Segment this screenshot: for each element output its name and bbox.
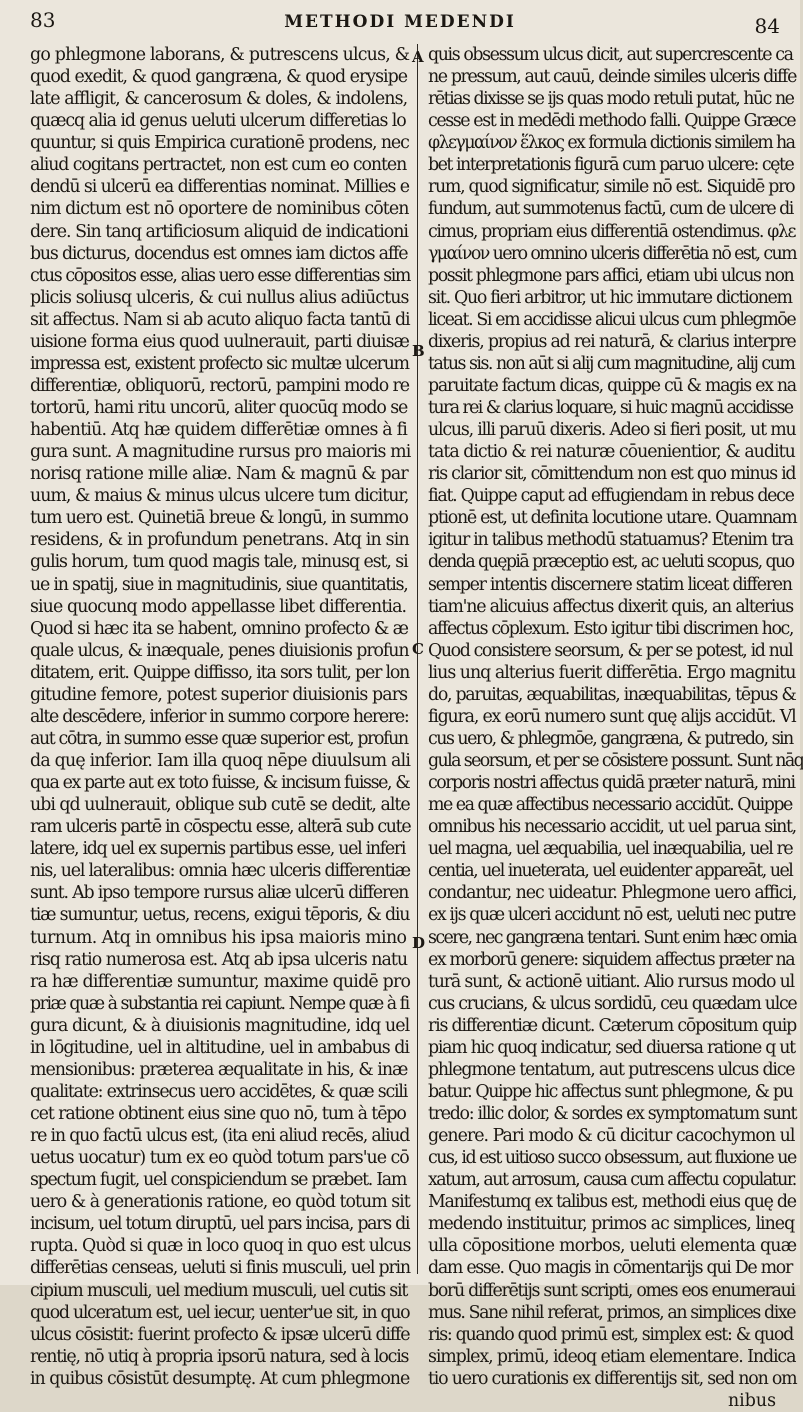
text-line: aliud cogitans pertractet, non est cum eo conten	[30, 155, 407, 176]
text-line: tiam'ne alicuius affectus dixerit quis, an alterius	[428, 596, 793, 617]
text-line: me ea quæ affectibus necessario accidūt. Quippe	[428, 795, 792, 816]
text-line: cesse est in medēdi methodo falli. Quippe Græce	[428, 111, 796, 132]
text-line: γμαίνον uero omnino ulceris differētia nō est, cum	[428, 243, 797, 264]
text-line: do, paruitas, æquabilitas, inæquabilitas, tēpus &	[428, 684, 796, 705]
text-line: tredo: illic dolor, & sordes ex symptomatum sunt	[428, 1104, 797, 1124]
text-line: ra hæ differentiæ sumuntur, maxime quidē pro	[30, 971, 411, 992]
text-line: qua ex parte aut ex toto fuisse, & incisum fuisse, &	[30, 773, 410, 794]
text-line: dere. Sin tanq artificiosum aliquid de indicationi	[30, 221, 408, 242]
text-line: nibus	[727, 1390, 776, 1411]
text-line: in quibus cōsistūt desumptę. At cum phlegmone	[30, 1368, 410, 1389]
text-line: latere, idq uel ex supernis partibus esse, uel inferi	[30, 839, 406, 860]
text-line: fundum, aut summotenus factū, cum de ulcere di	[428, 199, 793, 220]
text-line: quod ulceratum est, uel iecur, uenter'ue sit, in quo	[30, 1302, 410, 1323]
text-line: ubi qd uulnerauit, oblique sub cutē se dedit, alte	[30, 795, 410, 816]
text-line: gula seorsum, et per se cōsistere possunt. Sunt nāq	[428, 751, 803, 771]
text-line: omnibus his necessario accidit, ut uel parua sint,	[428, 817, 796, 838]
text-line: cipium musculi, uel medium musculi, uel cutis sit	[30, 1280, 408, 1301]
text-line: tatus sis. non aūt si alij cum magnitudine, alij cum	[428, 353, 795, 374]
text-line: re in quo factū ulcus est, (ita eni aliud recēs, aliud	[30, 1126, 410, 1147]
page-header	[0, 8, 800, 42]
text-line: medendo instituitur, primos ac simplices, lineq	[428, 1214, 795, 1235]
text-line: dixeris, propius ad rei naturā, & clarius interpre	[428, 331, 796, 352]
text-line: gura dicunt, & à diuisionis magnitudine, idq uel	[30, 1015, 410, 1036]
text-line: uisione forma eius quod uulnerauit, parti diuisæ	[30, 331, 409, 352]
text-line: φλεγμαίνον ἕλκος ex formula dictionis similem ha	[428, 133, 795, 154]
text-line: uetus uocatur) tum ex eo quòd totum pars'ue cō	[30, 1148, 409, 1169]
left-text-column	[30, 44, 411, 1389]
text-line: cus, id est uitioso succo obsessum, aut fluxione ue	[428, 1148, 796, 1169]
text-line: fiat. Quippe caput ad effugiendam in rebus dece	[428, 486, 794, 507]
text-line: xatum, aut arrosum, causa cum affectu copulatur.	[428, 1170, 796, 1191]
text-line: aut cōtra, in summo esse quæ superior est, profun	[30, 728, 408, 749]
text-line: ris differentiæ dicunt. Cæterum cōpositum quip	[428, 1015, 797, 1036]
text-line: batur. Quippe hic affectus sunt phlegmone, & pu	[428, 1081, 793, 1102]
text-line: piam hic quoq indicatur, sed diuersa ratione q ut	[428, 1037, 795, 1058]
text-line: ris: quando quod primū est, simplex est: & quod	[428, 1324, 793, 1345]
text-line: priæ quæ à substantia rei capiunt. Nempe quæ à fi	[30, 993, 409, 1014]
text-line: rupta. Quòd si quæ in loco quoq in quo est ulcus	[30, 1236, 411, 1257]
text-line: igitur in talibus methodū statuamus? Etenim tra	[428, 530, 793, 551]
text-line: mensionibus: præterea æqualitate in his, & inæ	[30, 1059, 408, 1080]
text-line: ne pressum, aut cauū, deinde similes ulceris diffe	[428, 67, 796, 88]
text-line: affectus cōplexum. Esto igitur tibi discrimen hoc,	[428, 618, 794, 639]
text-line: quale ulcus, & inæquale, penes diuisionis profun	[30, 640, 409, 661]
text-line: habentiū. Atq hæ quidem differētiæ omnes à fi	[30, 420, 408, 441]
text-line: bet interpretationis figurā cum paruo ulcere: cęte	[428, 155, 794, 176]
text-line: genere. Pari modo & cū dicitur cacochymon ul	[428, 1126, 795, 1147]
margin-letter-c: C	[412, 640, 424, 658]
text-line: sit. Quo fieri arbitror, ut hic immutare dictionem	[428, 287, 792, 308]
text-line: differentiæ, obliquorū, rectorū, pampini modo re	[30, 375, 409, 396]
text-line: centia, uel inueterata, uel euidenter appareāt, uel	[428, 861, 793, 882]
text-line: go phlegmone laborans, & putrescens ulcus, &	[30, 45, 410, 65]
text-line: qualitate: extrinsecus uero accidētes, & quæ scili	[30, 1081, 408, 1102]
text-line: tiæ sumuntur, uetus, recens, exigui tēporis, & diu	[30, 905, 410, 926]
text-line: da quę inferior. Iam illa quoq nēpe diuulsum ali	[30, 751, 411, 771]
text-line: Quod consistere seorsum, & per se potest, id nul	[428, 640, 793, 661]
text-line: mus. Sane nihil referat, primos, an simplices dixe	[428, 1302, 796, 1323]
text-line: cimus, propriam eius differentiā ostendimus. φλε	[428, 221, 796, 242]
column-gutter	[408, 44, 428, 1274]
text-line: quæcq alia id genus ueluti ulcerum differetias lo	[30, 111, 406, 132]
text-line: tura rei & clarius loquare, si huic magnū accidisse	[428, 398, 793, 418]
text-line: ptionē est, ut definita locutione utare. Quamnam	[428, 508, 797, 529]
text-line: turnum. Atq in omnibus his ipsa maioris mino	[30, 927, 407, 948]
text-line: uum, & maius & minus ulcus ulcere tum dicitur,	[30, 486, 409, 507]
text-line: ram ulceris partē in cōspectu esse, alterā sub cute	[30, 817, 411, 838]
text-line: ue in spatij, siue in magnitudinis, siue quantitatis,	[30, 574, 408, 595]
text-line: tortorū, hami ritu uncorū, aliter quocūq modo se	[30, 398, 408, 418]
text-line: lius unq alterius fuerit differētia. Ergo magnitu	[428, 662, 796, 683]
text-line: cet ratione obtinent eius sine quo nō, tum à tēpo	[30, 1104, 406, 1124]
running-title: METHODI MEDENDI	[284, 12, 516, 32]
right-text-column	[428, 44, 803, 1411]
text-line: residens, & in profundum penetrans. Atq in sin	[30, 530, 409, 551]
right-page-number: 84	[754, 14, 780, 38]
margin-letter-d: D	[412, 934, 426, 952]
text-line: possit phlegmone pars affici, etiam ubi ulcus non	[428, 265, 794, 286]
text-line: incisum, uel totum diruptū, uel pars incisa, pars di	[30, 1214, 410, 1235]
text-line: Quod si hæc ita se habent, omnino profecto & æ	[30, 618, 408, 639]
left-page-number: 83	[30, 8, 56, 32]
text-line: bus dicturus, docendus est omnes iam dictos affe	[30, 243, 408, 264]
text-line: turā sunt, & actionē uitiant. Alio rursus modo ul	[428, 971, 794, 992]
text-line: corporis nostri affectus quidā præter naturā, mini	[428, 773, 795, 794]
text-line: scere, nec gangræna tentari. Sunt enim hæc omia	[428, 927, 797, 948]
text-line: ditatem, erit. Quippe diffisso, ita sors tulit, per lon	[30, 662, 410, 683]
text-line: denda quępiā præceptio est, ac ueluti scopus, quo	[428, 552, 794, 573]
text-line: ex morborū genere: siquidem affectus præter na	[428, 949, 795, 970]
text-line: dam esse. Quo magis in cōmentarijs qui De mor	[428, 1258, 792, 1279]
text-line: late affligit, & cancerosum & doles, & indolens,	[30, 89, 408, 110]
text-line: nis, uel lateralibus: omnia hæc ulceris differentiæ	[30, 861, 410, 882]
text-line: rum, quod significatur, simile nō est. Siquidē pro	[428, 177, 795, 198]
text-line: quod exedit, & quod gangræna, & quod erysipe	[30, 67, 407, 88]
margin-letter-a: A	[412, 48, 424, 66]
text-line: impressa est, existent profecto sic multæ ulcerum	[30, 353, 409, 374]
text-line: differētias censeas, ueluti si finis musculi, uel prin	[30, 1258, 410, 1279]
text-line: nim dictum est nō oportere de nominibus cōten	[30, 199, 409, 220]
text-line: spectum fugit, uel conspiciendum se præbet. Iam	[30, 1170, 407, 1191]
text-line: condantur, nec uideatur. Phlegmone uero affici,	[428, 883, 797, 904]
text-line: sit affectus. Nam si ab acuto aliquo facta tantū di	[30, 309, 410, 330]
text-line: ulla cōpositione morbos, ueluti elementa quæ	[428, 1236, 797, 1257]
text-line: rētias dixisse se ijs quas modo retuli putat, hūc ne	[428, 89, 794, 110]
text-line: siue quocunq modo appellasse libet differentia.	[30, 596, 407, 617]
text-line: sunt. Ab ipso tempore rursus aliæ ulcerū differen	[30, 883, 409, 904]
text-line: alte descēdere, inferior in summo corpore herere:	[30, 706, 409, 727]
text-line: figura, ex eorū numero sunt quę alijs accidūt. Vl	[428, 706, 796, 727]
text-line: dendū si ulcerū ea differentias nominat. Millies e	[30, 177, 409, 198]
text-line: in lōgitudine, uel in altitudine, uel in ambabus di	[30, 1037, 409, 1058]
text-line: tum uero est. Quinetiā breue & longū, in summo	[30, 508, 408, 529]
text-line: ex ijs quæ ulceri accidunt nō est, ueluti nec putre	[428, 905, 795, 926]
margin-letter-b: B	[412, 342, 425, 360]
text-line: phlegmone tentatum, aut putrescens ulcus dice	[428, 1059, 795, 1080]
text-line: norisq ratione mille aliæ. Nam & magnū & par	[30, 464, 408, 485]
text-line: borū differētijs sunt scripti, omes eos enumeraui	[428, 1280, 795, 1301]
text-line: rentię, nō utiq à propria ipsorū natura, sed à locis	[30, 1346, 409, 1367]
text-line: Manifestumq ex talibus est, methodi eius quę de	[428, 1192, 796, 1213]
text-line: quis obsessum ulcus dicit, aut supercrescente ca	[428, 45, 793, 65]
text-line: cus crucians, & ulcus sordidū, ceu quædam ulce	[428, 993, 797, 1014]
text-line: uero & à generationis ratione, eo quòd totum sit	[30, 1192, 410, 1213]
text-line: liceat. Si em accidisse alicui ulcus cum phlegmōe	[428, 309, 796, 330]
text-line: plicis soliusq ulceris, & cui nullus alius adiūctus	[30, 287, 409, 308]
text-line: ris clarior sit, cōmittendum non est quo minus id	[428, 464, 796, 485]
text-line: gulis horum, tum quod magis tale, minusq est, si	[30, 552, 408, 573]
text-line: ctus cōpositos esse, alias uero esse differentias sim	[30, 265, 410, 286]
text-line: tio uero curationis ex differentijs sit, sed non om	[428, 1368, 797, 1389]
column-divider	[417, 44, 418, 1274]
text-line: simplex, primū, ideoq etiam elementare. Indica	[428, 1346, 796, 1367]
text-line: gura sunt. A magnitudine rursus pro maioris mi	[30, 442, 411, 463]
text-line: tata dictio & rei naturæ cōuenientior, & auditu	[428, 442, 795, 463]
text-line: paruitate factum dicas, quippe cū & magis ex na	[428, 375, 796, 396]
text-line: quuntur, si quis Empirica curationē prodens, nec	[30, 133, 409, 154]
text-line: cus uero, & phlegmōe, gangræna, & putredo, sin	[428, 728, 793, 749]
text-line: ulcus cōsistit: fuerint profecto & ipsæ ulcerū diffe	[30, 1324, 410, 1345]
text-line: gitudine femore, potest superior diuisionis pars	[30, 684, 408, 705]
text-line: risq ratio numerosa est. Atq ab ipsa ulceris natu	[30, 949, 408, 970]
text-line: semper intentis discernere statim liceat differen	[428, 574, 792, 595]
text-line: ulcus, illi paruū dixeris. Adeo si fieri posit, ut mu	[428, 420, 796, 441]
text-line: uel magna, uel æquabilia, uel inæquabilia, uel re	[428, 839, 793, 860]
